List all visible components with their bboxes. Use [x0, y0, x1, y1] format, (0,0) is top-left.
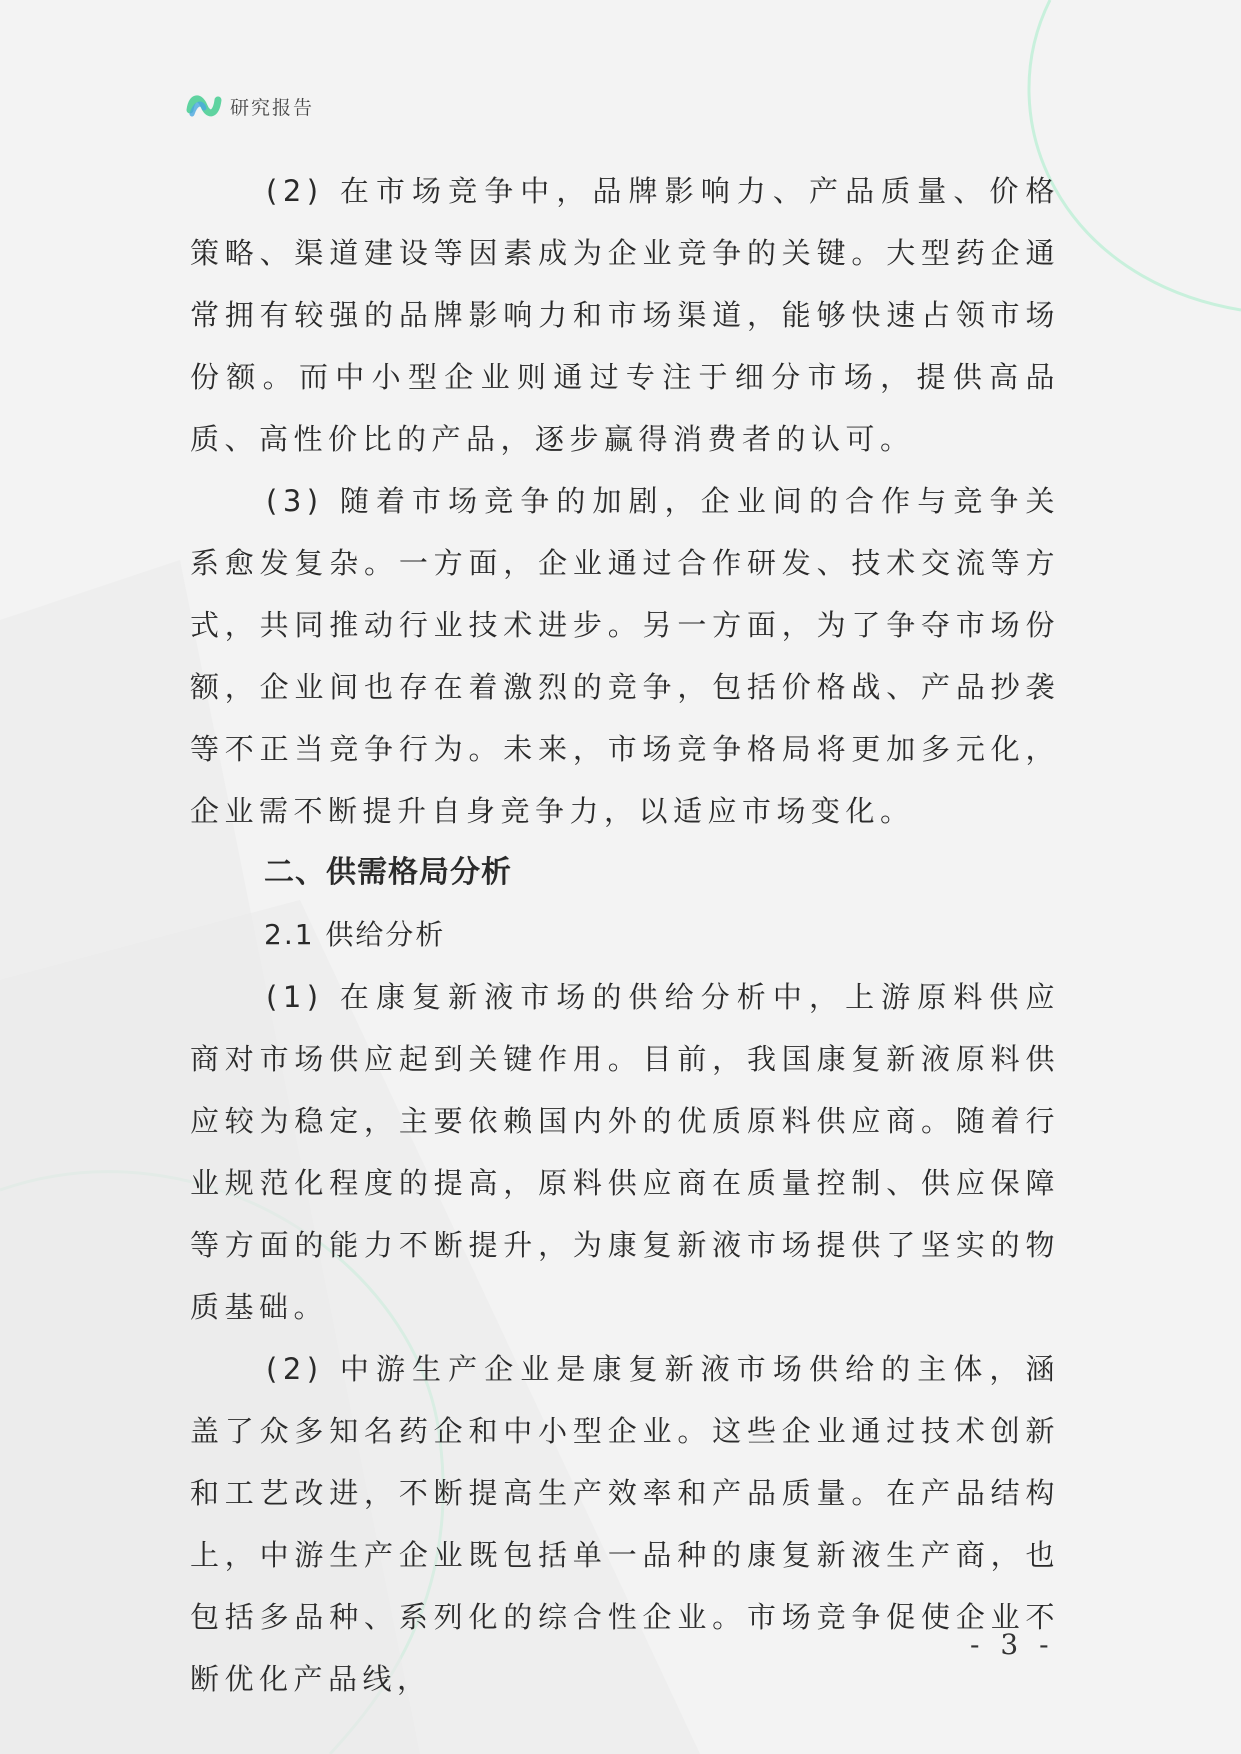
paragraph-supply-1: (1) 在康复新液市场的供给分析中，上游原料供应商对市场供应起到关键作用。目前，我国康复新液原料供应较为稳定，主要依赖国内外的优质原料供应商。随着行业规范化程度的提高，原料供应商在质量控制、供应保障等方面的能力不断提升，为康复新液市场提供了坚实的物质基础。 [190, 980, 1060, 1324]
report-header [186, 86, 314, 126]
header-title: 研究报告 [230, 96, 315, 119]
section-heading: 二、供需格局分析 [264, 855, 512, 890]
paragraph-competition-2: (2) 在市场竞争中，品牌影响力、产品质量、价格策略、渠道建设等因素成为企业竞争的关键。大型药企通常拥有较强的品牌影响力和市场渠道，能够快速占领市场份额。而中小型企业则通过专注于细分市场，提供高品质、高性价比的产品，逐步赢得消费者的认可。 [190, 174, 1060, 456]
subsection-heading: 2.1 供给分析 [264, 918, 446, 951]
document-body [190, 160, 1060, 1710]
page-number: - 3 - [970, 1628, 1055, 1661]
paragraph-competition-3: (3) 随着市场竞争的加剧，企业间的合作与竞争关系愈发复杂。一方面，企业通过合作研发、技术交流等方式，共同推动行业技术进步。另一方面，为了争夺市场份额，企业间也存在着激烈的竞争，包括价格战、产品抄袭等不正当竞争行为。未来，市场竞争格局将更加多元化，企业需不断提升自身竞争力，以适应市场变化。 [190, 484, 1060, 828]
brand-logo-icon [186, 88, 222, 124]
paragraph-supply-2: (2) 中游生产企业是康复新液市场供给的主体，涵盖了众多知名药企和中小型企业。这些企业通过技术创新和工艺改进，不断提高生产效率和产品质量。在产品结构上，中游生产企业既包括单一品种的康复新液生产商，也包括多品种、系列化的综合性企业。市场竞争促使企业不断优化产品线， [190, 1352, 1060, 1696]
